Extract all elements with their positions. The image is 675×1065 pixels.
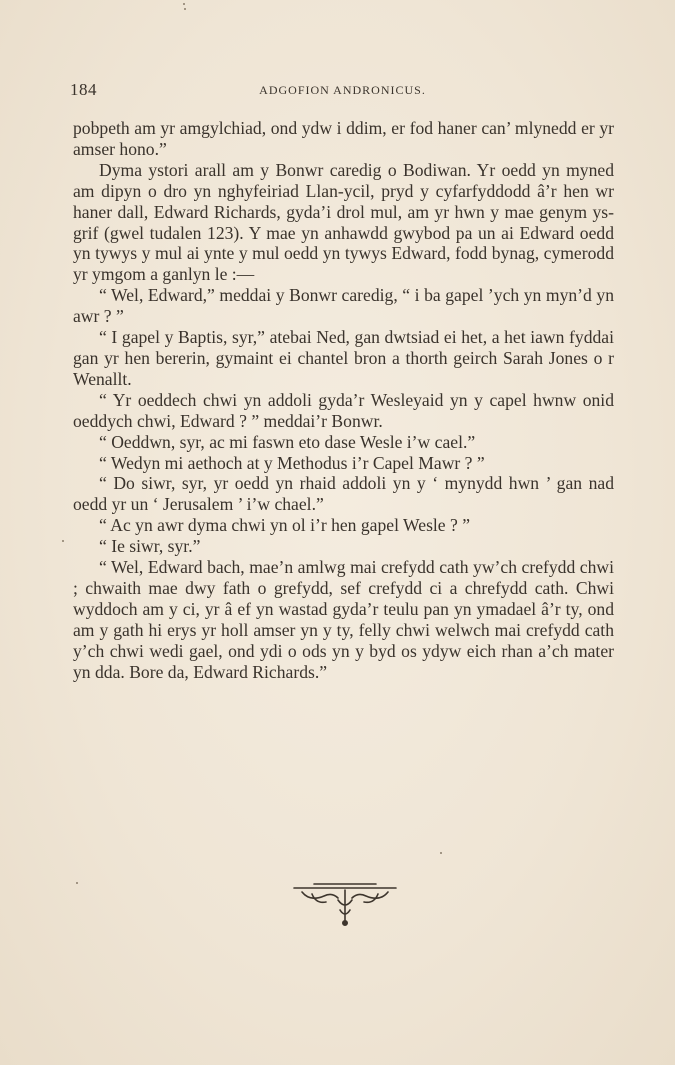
paragraph: “ Wel, Edward bach, mae’n amlwg mai crefydd cath yw’ch crefydd chwi ; chwaith mae dwy fath o grefydd, sef crefydd ci a chrefydd cath. Chwi wyddoch am y ci, yr â ef yn wastad gyda’r teulu pan yn ymadael â’r ty, ond am y gath hi erys yr holl amser yn y ty, felly chwi welwch mai crefydd cath y’ch chwi wedi gael, ond ydi o ods yn y byd os ydyw eich rhan a’ch mater yn dda. Bore da, Edward Richards.”: [73, 557, 614, 682]
tailpiece-ornament-icon: [290, 880, 400, 928]
paragraph: “ Wel, Edward,” meddai y Bonwr caredig, “ i ba gapel ’ych yn myn’d yn awr ? ”: [73, 285, 614, 327]
page-header: [70, 80, 615, 104]
body-text: [73, 118, 614, 682]
paragraph: “ Do siwr, syr, yr oedd yn rhaid addoli yn y ‘ mynydd hwn ’ gan nad oedd yr un ‘ Jerusalem ’ i’w chael.”: [73, 473, 614, 515]
running-head: ADGOFION ANDRONICUS.: [259, 83, 426, 97]
paragraph: “ Ie siwr, syr.”: [99, 536, 201, 557]
paragraph: “ I gapel y Baptis, syr,” atebai Ned, gan dwtsiad ei het, a het iawn fyddai gan yr hen bererin, gymaint ei chantel bron a thorth geirch Sarah Jones o r Wenallt.: [73, 327, 614, 389]
paper-speck: [76, 882, 78, 884]
page-number: 184: [70, 80, 97, 99]
paper-speck: [183, 3, 185, 5]
paragraph: “ Wedyn mi aethoch at y Methodus i’r Capel Mawr ? ”: [99, 452, 485, 473]
paragraph: “ Yr oeddech chwi yn addoli gyda’r Wesleyaid yn y capel hwnw onid oeddych chwi, Edward ? ” meddai’r Bonwr.: [73, 389, 614, 431]
paper-speck: [440, 852, 442, 854]
paper-speck: [62, 540, 64, 542]
paragraph: Dyma ystori arall am y Bonwr caredig o Bodiwan. Yr oedd yn myned am dipyn o dro yn nghyfeiriad Llan-ycil, pryd y cyfarfyddodd â’r hen wr haner dall, Edward Richards, gyda’i drol mul, am yr hwn y mae genym ys-grif (gwel tudalen 123). Y mae yn anhawdd gwybod pa un ai Edward oedd yn tywys y mul ai ynte y mul oedd yn tywys Edward, fodd bynag, cymerodd yr ymgom a ganlyn le :—: [73, 159, 614, 285]
paragraph: “ Ac yn awr dyma chwi yn ol i’r hen gapel Wesle ? ”: [99, 515, 471, 536]
paragraph: “ Oeddwn, syr, ac mi faswn eto dase Wesle i’w cael.”: [99, 431, 476, 452]
paper-speck: [184, 8, 186, 10]
paragraph: pobpeth am yr amgylchiad, ond ydw i ddim, er fod haner can’ mlynedd er yr amser hono.”: [73, 118, 614, 159]
